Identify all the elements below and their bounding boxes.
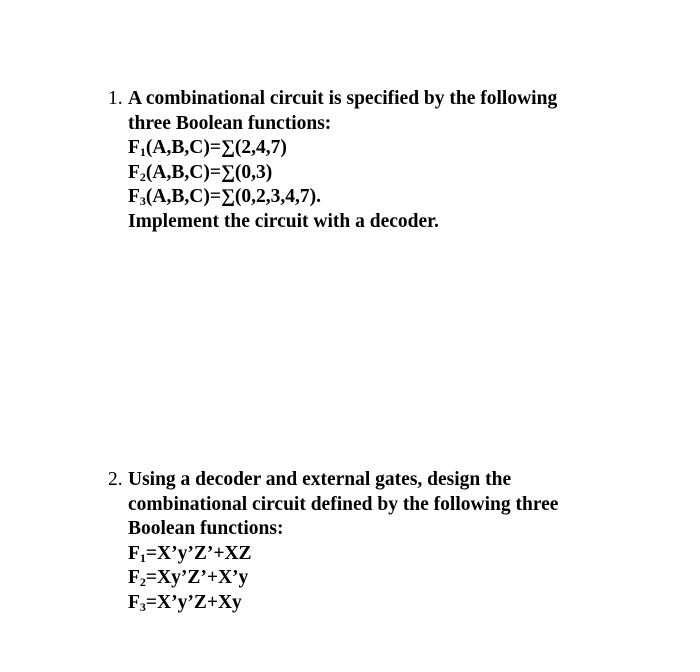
problem-2-function-2 (108, 566, 688, 591)
problem-1 (108, 87, 688, 234)
function-name: F (128, 161, 140, 183)
function-subscript: 3 (139, 599, 146, 614)
function-subscript: 1 (139, 145, 146, 159)
function-name: F (128, 186, 140, 207)
function-subscript: 3 (139, 194, 146, 208)
problem-1-function-1 (108, 136, 688, 161)
function-name: F (128, 567, 140, 588)
function-name: F (128, 542, 140, 564)
function-expression: (A,B,C)=∑(0,2,3,4,7). (145, 186, 321, 207)
function-name: F (128, 591, 140, 613)
problem-2-function-3 (108, 591, 688, 616)
problem-1-statement-line-2: three Boolean functions: (128, 112, 332, 134)
function-expression: =Xy’Z’+X’y (145, 567, 249, 588)
problem-1-instruction: Implement the circuit with a decoder. (128, 210, 439, 232)
problem-1-function-3 (108, 185, 688, 210)
problem-1-number: 1. (108, 88, 123, 109)
problem-2-statement-line-2: combinational circuit defined by the following three (128, 493, 559, 515)
problem-2-number: 2. (108, 469, 123, 490)
problem-1-line-1 (108, 87, 688, 112)
function-expression: =X’y’Z+Xy (145, 591, 242, 613)
problem-2-function-1 (108, 542, 688, 567)
function-expression: (A,B,C)=∑(2,4,7) (145, 137, 287, 158)
function-expression: =X’y’Z’+XZ (145, 542, 252, 564)
problem-1-function-2 (108, 161, 688, 186)
function-subscript: 2 (139, 169, 146, 184)
function-subscript: 2 (139, 575, 146, 589)
function-name: F (128, 137, 140, 158)
problem-2 (108, 468, 688, 615)
function-subscript: 1 (139, 550, 146, 565)
function-expression: (A,B,C)=∑(0,3) (145, 161, 273, 183)
problem-2-statement-line-1: Using a decoder and external gates, design the (128, 469, 512, 490)
problem-1-statement-line-1: A combinational circuit is specified by the following (128, 88, 558, 109)
problem-2-statement-line-3: Boolean functions: (128, 518, 284, 539)
problem-2-line-1 (108, 468, 688, 493)
